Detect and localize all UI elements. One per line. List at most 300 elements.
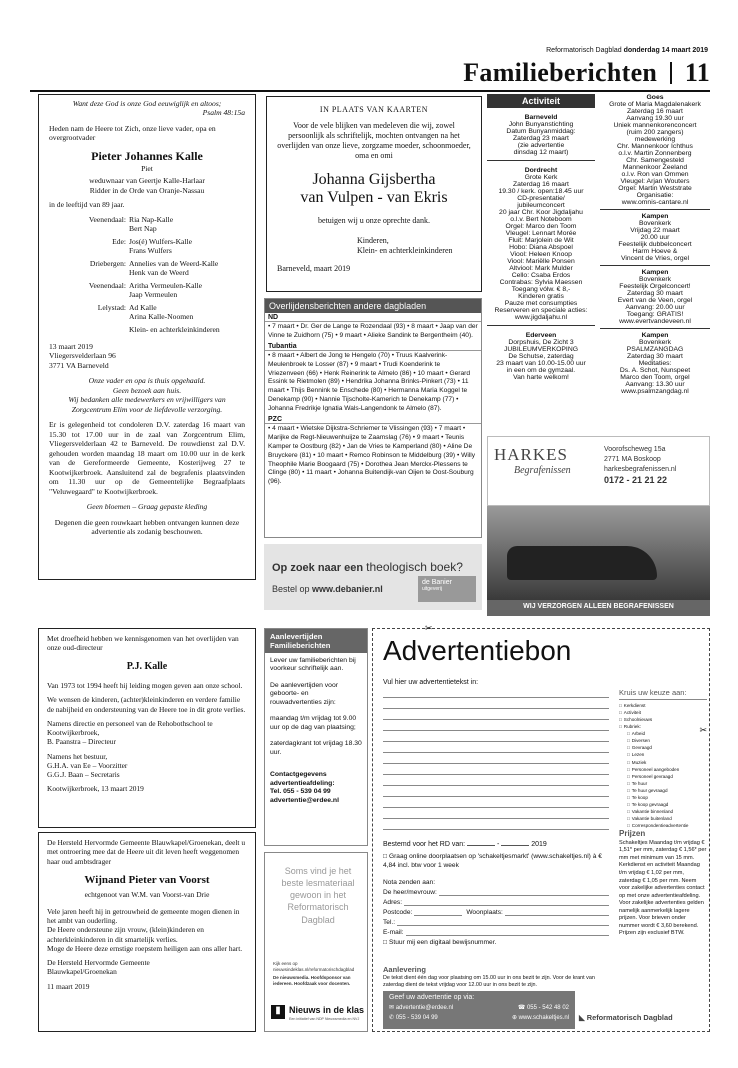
text-line: Chr. Mannenkoor Ichthus bbox=[617, 143, 693, 150]
text-line: Reserveren en speciale acties: bbox=[494, 307, 588, 314]
ad-small-2: De nieuwsmedia. Hoofdsponsor van iedereen. Hoofdzaak voor docenten. bbox=[273, 975, 351, 986]
activity-place: Dordrecht bbox=[524, 167, 558, 174]
contact-email[interactable]: advertentie@erdee.nl bbox=[270, 796, 339, 804]
agenda-lines bbox=[600, 220, 710, 262]
contact-phone bbox=[389, 1014, 438, 1021]
paragraph: Moge de Heere deze ernstige roepstem heiligen aan ons aller hart. bbox=[47, 943, 243, 953]
harkes-header bbox=[487, 436, 710, 506]
text-line[interactable]: www.jigdaljahu.nl bbox=[514, 314, 568, 321]
scissors-icon: ✂ bbox=[425, 623, 433, 633]
issue-date: donderdag 14 maart 2019 bbox=[623, 47, 708, 54]
harkes-brand: HARKES bbox=[494, 445, 569, 464]
choice-checkbox[interactable]: □ Rubriek: bbox=[619, 723, 707, 730]
contact-email[interactable] bbox=[389, 1004, 453, 1011]
family-name: Frans Wulfers bbox=[129, 245, 172, 255]
text-line: Feestelijk dubbelconcert bbox=[618, 241, 692, 248]
separator bbox=[487, 160, 595, 161]
family-names bbox=[129, 303, 245, 321]
text-prompt: Vul hier uw advertentietekst in: bbox=[383, 679, 479, 686]
delivery-times-box bbox=[264, 628, 368, 846]
ad-headline bbox=[272, 560, 463, 574]
choice-checkbox[interactable]: □ Kerkdienst bbox=[619, 702, 707, 709]
quote-ref: Psalm 48:15a bbox=[202, 108, 245, 118]
family-place: Veenendaal: bbox=[88, 280, 126, 290]
family-name: Henk van de Weerd bbox=[129, 267, 189, 277]
text-line: Bovenkerk bbox=[638, 339, 672, 346]
agenda-column bbox=[600, 94, 710, 434]
contact-title: Geef uw advertentie op via: bbox=[389, 994, 475, 1001]
text-line: (zie advertentie bbox=[517, 142, 565, 149]
contact-phone: Tel. 055 - 539 04 99 bbox=[270, 788, 331, 796]
grandchildren: Klein- en achterkleinkinderen bbox=[129, 324, 220, 334]
family-row bbox=[49, 303, 245, 321]
rd-logo bbox=[579, 1013, 673, 1022]
family-place-empty bbox=[49, 325, 129, 334]
text-line: Zaterdag 16 maart bbox=[627, 108, 683, 115]
text-line: JUBILEUMVERKOPING bbox=[503, 346, 579, 353]
field-row bbox=[383, 909, 609, 916]
signature-2: Klein- en achterkleinkinderen bbox=[357, 245, 453, 255]
rubriek-checkbox[interactable]: □ Diversen bbox=[627, 737, 707, 744]
verse-3: Wij bedanken alle medewerkers en vrijwilligers van Zorgcentrum Elim voor de liefdevolle verzorging. bbox=[68, 395, 226, 414]
family-row bbox=[49, 281, 245, 299]
family-names bbox=[129, 237, 245, 255]
text-line[interactable] bbox=[383, 709, 609, 720]
form-title: Advertentiebon bbox=[383, 635, 572, 666]
phone-input[interactable] bbox=[397, 919, 609, 926]
harkes-slogan: WIJ VERZORGEN ALLEEN BEGRAFENISSEN bbox=[487, 600, 710, 616]
field-label: Postcode: bbox=[383, 909, 413, 916]
debanier-ad[interactable] bbox=[264, 544, 482, 610]
text-line: Toegang: GRATIS! bbox=[626, 311, 684, 318]
prices-title: Prijzen bbox=[619, 829, 646, 838]
family-name: Bert Nap bbox=[129, 223, 157, 233]
text-line: Zaterdag 30 maart bbox=[627, 353, 683, 360]
field-label: Woonplaats: bbox=[466, 909, 503, 916]
closing-note: Degenen die geen rouwkaart hebben ontvangen kunnen deze advertentie als zodanig beschouwen. bbox=[54, 517, 240, 537]
signer: Blauwkapel/Groenekan bbox=[47, 967, 117, 977]
logo-text: Nieuws in de klas bbox=[289, 1005, 365, 1015]
field-row bbox=[383, 919, 609, 926]
nickname: Piet bbox=[141, 163, 153, 173]
name-line-2: van Vulpen - van Ekris bbox=[300, 189, 448, 207]
postcode-input[interactable] bbox=[414, 909, 462, 916]
text-line: in een om de gymzaal. bbox=[506, 367, 576, 374]
activity-lines bbox=[487, 174, 595, 321]
contact-fax bbox=[518, 1004, 569, 1011]
text-line[interactable] bbox=[383, 753, 609, 764]
logo-sub: uitgeverij bbox=[422, 586, 443, 592]
place-date: Kootwijkerbroek, 13 maart 2019 bbox=[47, 784, 144, 794]
name-line-1: Johanna Gijsbertha bbox=[312, 171, 436, 188]
agenda-item bbox=[600, 332, 710, 395]
text-line: De Schutse, zaterdag bbox=[508, 353, 574, 360]
family-names bbox=[129, 259, 245, 277]
text-line: Chr. Samengesteld bbox=[626, 157, 684, 164]
harkes-contact bbox=[604, 445, 676, 487]
name-input[interactable] bbox=[439, 889, 609, 896]
text-line[interactable] bbox=[383, 819, 609, 830]
header-meta bbox=[470, 47, 708, 54]
agenda-place: Kampen bbox=[641, 213, 669, 220]
notice-top: IN PLAATS VAN KAARTEN bbox=[319, 105, 429, 114]
year-label: 2019 bbox=[531, 841, 547, 848]
contact-title: Contactgegevens advertentieafdeling: bbox=[270, 771, 335, 787]
activity-item bbox=[487, 114, 595, 156]
text-line: Dorpshuis, De Zicht 3 bbox=[508, 339, 574, 346]
agenda-lines bbox=[600, 276, 710, 325]
rubriek-checkbox[interactable]: □ Personeel gevraagd bbox=[627, 773, 707, 780]
ad-text: Soms vind je het beste lesmateriaal gewoon in het Reformatorisch Dagblad bbox=[281, 866, 355, 925]
activity-column bbox=[487, 94, 595, 434]
text-line[interactable] bbox=[383, 786, 609, 797]
contact-row bbox=[389, 1014, 569, 1021]
header-rule bbox=[30, 90, 710, 92]
delivery-text: De tekst dient één dag voor plaatsing om 15.00 uur in ons bezit te zijn. Voor de krant van zaterdag dient de tekst vrijdag voor 12.00 uur in ons bezit te zijn. bbox=[383, 974, 595, 988]
separator bbox=[600, 209, 710, 210]
signer: B. Paanstra – Directeur bbox=[47, 737, 116, 747]
field-row bbox=[383, 899, 609, 906]
section-bar: Overlijdensberichten andere dagbladen bbox=[265, 299, 481, 313]
place-date: Barneveld, maart 2019 bbox=[277, 263, 351, 273]
text-line: Viool: Mariëlle Ponsen bbox=[507, 258, 575, 265]
family-place: Veenendaal: bbox=[88, 214, 126, 224]
death-notice-van-voorst bbox=[38, 832, 256, 1032]
text-line: Marco den Toom, orgel bbox=[620, 374, 690, 381]
mail-icon: ✉ bbox=[389, 1005, 396, 1011]
paragraph: maandag t/m vrijdag tot 9.00 uur op de dag van plaatsing; bbox=[270, 715, 357, 731]
prices-text: Schakeltjes Maandag t/m vrijdag € 1,51* per mm, zaterdag € 1,56* per mm met minimum van 15 mm. Kerkdienst en activiteit Maandag t/m vrijdag € 1,02 per mm, zaterdag € 1,05 per mm. Neem voor zakelijke advertenties contact op met onze advertentieafdeling. Voor zakelijke advertenties gelden namelijk aanmerkelijk lagere prijzen. Voor brieven onder nummer wordt € 3,60 berekend. Prijzen zijn exclusief BTW. bbox=[619, 839, 707, 937]
rubriek-checkbox[interactable]: □ Arbeid bbox=[627, 730, 707, 737]
family-name: Arina Kalle-Noomen bbox=[129, 311, 194, 321]
contact-row bbox=[389, 1004, 569, 1011]
text-line: Kinderen gratis bbox=[518, 293, 564, 300]
text-line: Organisatie: bbox=[636, 192, 674, 199]
rubriek-list bbox=[619, 730, 707, 830]
harkes-sub: Begrafenissen bbox=[514, 465, 571, 476]
online-option-checkbox[interactable]: □ Graag online doorplaatsen op 'schakeltjesmarkt' (www.schakeltjes.nl) à € 4,84 incl. btw voor 1 week bbox=[383, 853, 609, 871]
logo-sub: Een initiatief van NDP Nieuwsmedia en NVJ bbox=[289, 1017, 360, 1021]
globe-icon: ⊕ bbox=[511, 1015, 519, 1021]
widower-line: weduwnaar van Geertje Kalle-Harlaar bbox=[89, 176, 205, 186]
ad-small-1[interactable]: Kijk eens op nieuwsindeklas.nl/reformatorischdagblad bbox=[273, 961, 355, 972]
text-line: medewerking bbox=[634, 136, 676, 143]
field-label: De heer/mevrouw: bbox=[383, 889, 437, 896]
rubriek-checkbox[interactable]: □ Vakantie buitenland bbox=[627, 815, 707, 822]
ad-url[interactable]: www.debanier.nl bbox=[312, 584, 383, 594]
month-field[interactable] bbox=[501, 845, 529, 846]
thanks-notice-van-vulpen bbox=[266, 96, 482, 292]
text-line: Zaterdag 30 maart bbox=[627, 290, 683, 297]
text-line: o.l.v. Martin Zonnenberg bbox=[618, 150, 692, 157]
address-input[interactable] bbox=[404, 899, 609, 906]
email-text: advertentie@erdee.nl bbox=[395, 1005, 454, 1011]
separator bbox=[600, 328, 710, 329]
family-row bbox=[49, 325, 245, 334]
text-line: Bovenkerk bbox=[638, 276, 672, 283]
family-row bbox=[49, 215, 245, 233]
date: 11 maart 2019 bbox=[47, 981, 90, 991]
rd-logo-text: Reformatorisch Dagblad bbox=[586, 1013, 673, 1022]
text-line: 20.00 uur bbox=[640, 234, 670, 241]
text-line: Zaterdag 16 maart bbox=[513, 181, 569, 188]
rubriek-checkbox[interactable]: □ Gevraagd bbox=[627, 744, 707, 751]
field-label: Tel.: bbox=[383, 919, 396, 926]
rubriek-checkbox[interactable]: □ Lezen bbox=[627, 751, 707, 758]
fax-text: 055 - 542 48 02 bbox=[526, 1005, 569, 1011]
rubriek-checkbox[interactable]: □ Correspondentieadvertentie bbox=[627, 822, 707, 829]
text-line: Altviool: Mark Mulder bbox=[509, 265, 573, 272]
field-label: E-mail: bbox=[383, 929, 404, 936]
paragraph: Vele jaren heeft hij in getrouwheid de gemeente mogen dienen in het ambt van ouderling. bbox=[47, 906, 240, 925]
text-line[interactable] bbox=[383, 698, 609, 709]
text-line[interactable]: www.evertvandeveen.nl bbox=[619, 318, 691, 325]
banier-logo bbox=[418, 576, 476, 602]
fax-icon: ☎ bbox=[517, 1005, 527, 1011]
ad-headline-b: theologisch boek? bbox=[366, 560, 463, 574]
page-number: 11 bbox=[684, 58, 710, 87]
signer: G.G.J. Baan – Secretaris bbox=[47, 770, 120, 779]
choice-checkbox[interactable]: □ Schoolnieuws bbox=[619, 716, 707, 723]
text-line: Orgel: Martin Weststrate bbox=[618, 185, 692, 192]
family-place: Ede: bbox=[112, 236, 126, 246]
text-line: PSALMZANGDAG bbox=[626, 346, 684, 353]
rubriek-checkbox[interactable]: □ Te koop gevraagd bbox=[627, 801, 707, 808]
group-text: • 4 maart • Wietske Dijkstra-Schriemer te Vlissingen (93) • 7 maart • Marijke de Regt-Nieuwenhuijze te Zaamslag (76) • 9 maart • Teunis Kamper te Oostburg (82) • Jan de Vries te Kamperland (80) • Aline De Bruyckere (81) • 10 maart • Remco Robinson te Middelburg (39) • Willy Theophile Marie Boogaard (75) • Dorothea Jean Merckx-Plessens te Clinge (80) • 11 maart • Johanna Buitendijk-van Oijen te Oost-Souburg (96). bbox=[268, 425, 476, 486]
deceased-name: Wijnand Pieter van Voorst bbox=[84, 873, 210, 886]
proof-checkbox[interactable]: □ Stuur mij een digitaal bewijsnummer. bbox=[383, 939, 609, 946]
date-selector: Bestemd voor het RD van: - 2019 bbox=[383, 841, 547, 848]
activity-lines bbox=[487, 121, 595, 156]
family-row bbox=[49, 259, 245, 277]
text-line[interactable] bbox=[383, 797, 609, 808]
family-names bbox=[129, 281, 245, 299]
agenda-lines bbox=[600, 339, 710, 395]
category-choices bbox=[619, 687, 707, 830]
signature-1: Kinderen, bbox=[357, 235, 389, 245]
book-icon: ▮ bbox=[271, 1005, 285, 1019]
agenda-item bbox=[600, 94, 710, 206]
address-street: Vliegersvelderlaan 96 bbox=[49, 351, 116, 361]
activity-item bbox=[487, 332, 595, 381]
death-notice-pj-kalle bbox=[38, 628, 256, 828]
choices-title: Kruis uw keuze aan: bbox=[619, 687, 707, 700]
family-names bbox=[129, 215, 245, 233]
text-line: o.l.v. Bert Noteboom bbox=[510, 216, 572, 223]
intro: De Hersteld Hervormde Gemeente Blauwkapel/Groenekan, deelt u met ontroering mee dat de Heere uit dit leven heeft weggenomen haar oud ambtsdrager bbox=[47, 838, 246, 866]
funeral-info: Er is gelegenheid tot condoleren D.V. zaterdag 16 maart van 15.30 tot 17.00 uur in de zaal van Zorgcentrum Elim, Vliegersvelderlaan 42 te Barneveld. De rouwdienst zal D.V. gehouden worden maandag 18 maart om 10.00 uur in de kerk van de Gereformeerde Gemeente, Kosterijweg 27 te Kootwijkerbroek. Aansluitend zal de begrafenis plaatsvinden om 11.30 uur op de Gemeentelijke Begraafplaats "Veluwegaard" te Kootwijkerbroek. bbox=[49, 420, 245, 496]
other-obituaries bbox=[264, 298, 482, 538]
text-line[interactable] bbox=[383, 687, 609, 698]
text-line[interactable] bbox=[383, 775, 609, 786]
ad-order-form bbox=[372, 623, 710, 1032]
family-name: Ria Nap-Kalle bbox=[129, 214, 174, 224]
family-name: Jos(é) Wulfers-Kalle bbox=[129, 236, 193, 246]
text-line: Van harte welkom! bbox=[513, 374, 569, 381]
agenda-place: Goes bbox=[646, 94, 664, 101]
notice-intro: Voor de vele blijken van medeleven die wij, zowel persoonlijk als schriftelijk, mochten ontvangen na het overlijden van onze lieve, zorgzame moeder, schoonmoeder, oma en omi bbox=[277, 121, 471, 160]
age-line: in de leeftijd van 89 jaar. bbox=[49, 200, 125, 210]
harkes-web[interactable]: harkesbegrafenissen.nl bbox=[604, 465, 677, 473]
rubriek-checkbox[interactable]: □ Personeel aangeboden bbox=[627, 766, 707, 773]
text-line: Orgel: Marco den Toom bbox=[505, 223, 577, 230]
paragraph: Namens het bestuur, bbox=[47, 751, 108, 761]
field-label: Adres: bbox=[383, 899, 403, 906]
paragraph: Van 1973 tot 1994 heeft hij leiding mogen geven aan onze school. bbox=[47, 681, 243, 690]
phone-text: 055 - 539 04 99 bbox=[395, 1015, 438, 1021]
separator bbox=[600, 265, 710, 266]
paragraph: We wensen de kinderen, (achter)kleinkinderen en verdere familie de nabijheid en ondersteuning van de Heere toe in dit grote verlies. bbox=[47, 695, 246, 714]
activity-place: Ederveen bbox=[525, 332, 557, 339]
text-line: 23 maart van 10.00-15.00 uur bbox=[496, 360, 586, 367]
intro: Heden nam de Heere tot Zich, onze lieve vader, opa en overgrootvader bbox=[49, 123, 216, 143]
text-line[interactable]: www.psalmzangdag.nl bbox=[621, 388, 689, 395]
text-line[interactable] bbox=[383, 731, 609, 742]
ad-cta-label: Bestel op bbox=[272, 584, 310, 594]
agenda-place: Kampen bbox=[641, 332, 669, 339]
text-line: Toegang vólw. € 8,- bbox=[511, 286, 571, 293]
phone-icon: ✆ bbox=[389, 1015, 396, 1021]
field-row bbox=[383, 889, 609, 896]
text-line: Evert van de Veen, orgel bbox=[617, 297, 693, 304]
agenda-place: Kampen bbox=[641, 269, 669, 276]
family-name: Jaap Vermeulen bbox=[129, 289, 178, 299]
text-line: Pauze met consumpties bbox=[504, 300, 578, 307]
ad-text-lines[interactable] bbox=[383, 687, 609, 830]
text-line[interactable]: www.omnis-cantare.nl bbox=[621, 199, 689, 206]
family-list bbox=[49, 215, 245, 334]
bestemd-label: Bestemd voor het RD van: bbox=[383, 841, 466, 848]
address-city: 3771 VA Barneveld bbox=[49, 360, 109, 370]
nieuws-in-de-klas-ad bbox=[264, 852, 368, 1032]
deceased-name: P.J. Kalle bbox=[126, 660, 168, 672]
rubriek-checkbox[interactable]: □ Vakantie binnenland bbox=[627, 808, 707, 815]
rubriek-checkbox[interactable]: □ Te huur bbox=[627, 780, 707, 787]
ad-headline-a: Op zoek naar een bbox=[272, 562, 364, 574]
paragraph: Lever uw familieberichten bij voorkeur schriftelijk aan. bbox=[270, 657, 356, 673]
text-line: 20 jaar Chr. Koor Jigdaljahu bbox=[499, 209, 583, 216]
text-line: Vleugel: Lennart Morée bbox=[505, 230, 577, 237]
activity-item bbox=[487, 167, 595, 321]
text-line: Meditaties: bbox=[638, 360, 672, 367]
paragraph: Namens directie en personeel van de Rehobothschool te Kootwijkerbroek, bbox=[47, 718, 213, 737]
death-notice-kalle bbox=[38, 94, 256, 580]
rubriek-checkbox[interactable]: □ Te koop bbox=[627, 794, 707, 801]
web-text: www.schakeltjes.nl bbox=[518, 1015, 569, 1021]
agenda-item bbox=[600, 213, 710, 262]
text-line: Grote of Maria Magdalenakerk bbox=[609, 101, 701, 108]
group-tag: ND bbox=[265, 314, 481, 322]
family-name: Annelies van de Weerd-Kalle bbox=[129, 258, 219, 268]
text-line: Uniek mannenkorenconcert bbox=[613, 122, 697, 129]
group-tag: PZC bbox=[265, 416, 481, 424]
day-field[interactable] bbox=[467, 845, 495, 846]
ad-cta bbox=[272, 584, 383, 594]
activity-place: Barneveld bbox=[524, 114, 558, 121]
verse-2: Geen bezoek aan huis. bbox=[112, 385, 182, 395]
paper-name: Reformatorisch Dagblad bbox=[546, 47, 622, 54]
paragraph: De Heere ondersteune zijn vrouw, (klein)kinderen en achterkleinkinderen in dit smartelijk verlies. bbox=[47, 925, 204, 944]
rd-logo-icon: ◣ bbox=[579, 1013, 587, 1022]
text-line[interactable] bbox=[383, 742, 609, 753]
quote: Want deze God is onze God eeuwiglijk en altoos; bbox=[72, 99, 222, 108]
logo-text: de Banier bbox=[422, 579, 452, 586]
separator bbox=[487, 325, 595, 326]
scissors-icon: ✂ bbox=[699, 725, 707, 735]
harkes-addr2: 2771 MA Boskoop bbox=[604, 455, 661, 463]
spouse-line: echtgenoot van W.M. van Voorst-van Drie bbox=[84, 889, 210, 899]
activity-lines bbox=[487, 339, 595, 381]
delivery-title: Aanlevering bbox=[383, 965, 426, 974]
harkes-addr1: Voorofscheweg 15a bbox=[604, 446, 666, 453]
group-text: • 7 maart • Dr. Ger de Lange te Rozendaal (93) • 8 maart • Jaap van der Vinne te Zuidhorn (75) • 9 maart • Alieke Sandink te Bergentheim (40). bbox=[268, 323, 478, 339]
signer: G.H.A. van Ee – Voorzitter bbox=[47, 760, 128, 770]
text-line: Bovenkerk bbox=[638, 220, 672, 227]
text-line: Zaterdag 23 maart bbox=[513, 135, 569, 142]
text-line: Harm Hoeve & bbox=[632, 248, 678, 255]
text-line: o.l.v. Ron van Ommen bbox=[621, 171, 689, 178]
deceased-name: Pieter Johannes Kalle bbox=[91, 148, 203, 163]
city-input[interactable] bbox=[505, 909, 609, 916]
flowers-note: Geen bloemen – Graag gepaste kleding bbox=[86, 502, 208, 512]
choice-checkbox[interactable]: □ Activiteit bbox=[619, 709, 707, 716]
text-line: dinsdag 12 maart) bbox=[513, 149, 569, 156]
text-line: Aanvang: 20.00 uur bbox=[625, 304, 685, 311]
prices-box bbox=[619, 829, 707, 938]
page-title bbox=[420, 58, 710, 88]
family-name: Aritha Vermeulen-Kalle bbox=[129, 280, 203, 290]
text-line: jubileumconcert bbox=[517, 202, 565, 209]
harkes-phone: 0172 - 21 21 22 bbox=[604, 475, 668, 486]
rubriek-checkbox[interactable]: □ Muziek bbox=[627, 759, 707, 766]
intro: Met droefheid hebben we kennisgenomen van het overlijden van onze oud-directeur bbox=[47, 634, 239, 653]
section-title: Familieberichten bbox=[463, 58, 658, 87]
text-line: Feestelijk Orgelconcert! bbox=[619, 283, 691, 290]
hearse-shape bbox=[507, 546, 657, 580]
field-row bbox=[383, 929, 609, 936]
text-line: Aanvang 19.30 uur bbox=[626, 115, 684, 122]
paragraph: zaterdagkrant tot vrijdag 18.30 uur. bbox=[270, 740, 362, 756]
email-input[interactable] bbox=[406, 929, 609, 936]
contact-web[interactable] bbox=[512, 1014, 569, 1021]
paragraph: De aanlevertijden voor geboorte- en rouwadvertenties zijn: bbox=[270, 681, 339, 706]
text-line: John Bunyanstichting bbox=[508, 121, 574, 128]
box-title: Aanlevertijden Familieberichten bbox=[265, 629, 367, 653]
harkes-ad[interactable] bbox=[487, 436, 710, 616]
signer: De Hersteld Hervormde Gemeente bbox=[47, 958, 150, 967]
text-line: CD-presentatie/ bbox=[517, 195, 565, 202]
text-line: Fluit: Marjolein de Wit bbox=[508, 237, 574, 244]
text-line: Ds. A. Schot, Nunspeet bbox=[619, 367, 691, 374]
text-line: Hobo: Diana Abspoel bbox=[509, 244, 573, 251]
hearse-photo bbox=[487, 506, 710, 600]
rubriek-checkbox[interactable]: □ Te huur gevraagd bbox=[627, 787, 707, 794]
family-place: Driebergen: bbox=[89, 258, 126, 268]
box-body bbox=[265, 653, 367, 809]
text-line[interactable] bbox=[383, 764, 609, 775]
family-place: Lelystad: bbox=[97, 302, 126, 312]
thanks-line: betuigen wij u onze oprechte dank. bbox=[318, 215, 430, 225]
text-line: Aanvang: 13.30 uur bbox=[625, 381, 685, 388]
group-text: • 8 maart • Albert de Jong te Hengelo (70) • Truus Kaalverink-Meulenbroek te Losser (87) • 9 maart • Trudi Koenderink te Vriezenveen (66) • Henk Reinerink te Almelo (86) • 10 maart • Gerard Essink te Rietmolen (89) • Hendrika Johanna Brinks-Pinkert (73) • 11 maart • Thijs Bennink te Enschede (80) • Hermanna Maria Koggel te Denekamp (90) • Nannie Tijscholte-Kamerich te Denekamp (77) • Johanna Fredrikje Ignatia Wals-Langendonk te Almelo (87). bbox=[268, 351, 471, 413]
verse-1: Onze vader en opa is thuis opgehaald. bbox=[88, 376, 206, 386]
title-divider bbox=[670, 62, 672, 84]
text-line[interactable] bbox=[383, 808, 609, 819]
text-line: (ruim 200 zangers) bbox=[626, 129, 684, 136]
text-line[interactable] bbox=[383, 720, 609, 731]
text-line: 19.30 / kerk. open:18.45 uur bbox=[498, 188, 584, 195]
billing-fields bbox=[383, 879, 609, 946]
